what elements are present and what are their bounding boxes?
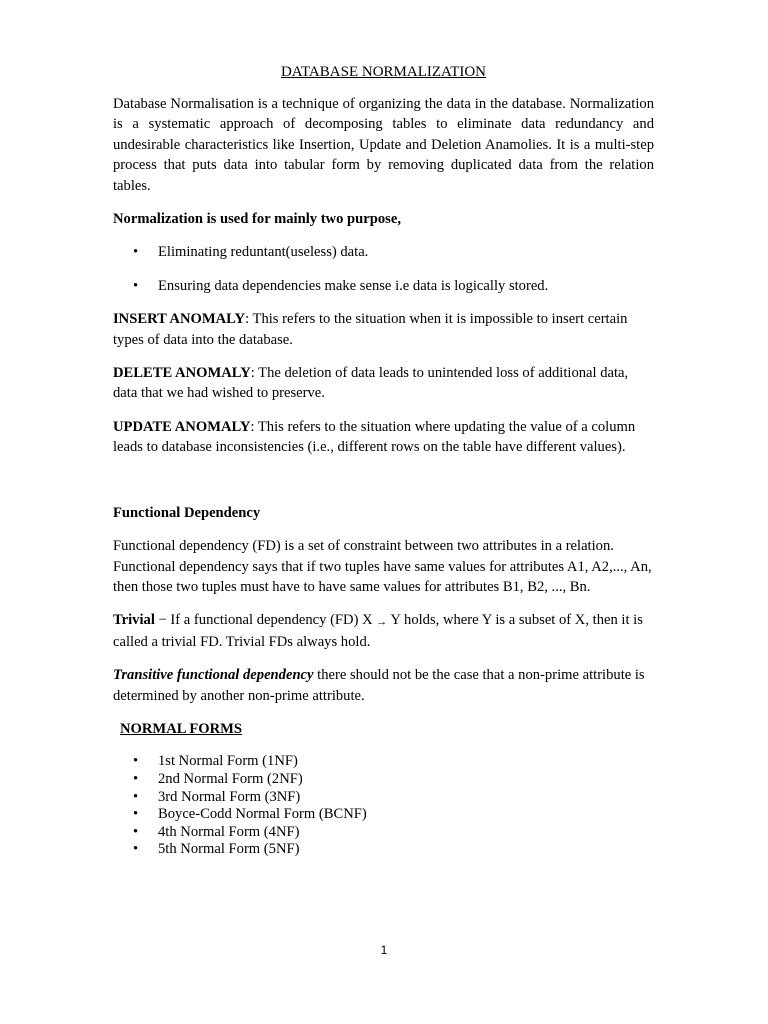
list-item: • 2nd Normal Form (2NF) <box>113 771 654 789</box>
trivial-pre: − If a functional dependency (FD) X <box>154 612 377 629</box>
anomaly-text: : This refers to the situation where updating the value of a column leads to database inconsistencies (i.e., different rows on the table have different values). <box>113 418 636 456</box>
trivial-post: Y holds, where Y is a subset of X, then it is called a trivial FD. Trivial FDs always hold. <box>113 612 643 650</box>
trivial-term: Trivial <box>113 612 155 629</box>
fd-paragraph: Functional dependency (FD) is a set of constraint between two attributes in a relation. Functional dependency says that if two tuples have same values for attributes A1, A2,..., An, then those two tuples must have to have same values for attributes B1, B2, ..., Bn. <box>113 538 652 595</box>
insert-anomaly-paragraph <box>113 309 654 350</box>
page-content <box>113 62 654 859</box>
normal-forms-list <box>113 753 654 859</box>
list-item: • Eliminating reduntant(useless) data. <box>113 242 654 262</box>
delete-anomaly-paragraph <box>113 363 654 404</box>
intro-paragraph: Database Normalisation is a technique of organizing the data in the database. Normalization is a systematic approach of decomposing tables to eliminate data redundancy and undesirable characteristics like Insertion, Update and Deletion Anamolies. It is a multi-step process that puts data into tabular form by removing duplicated data from the relation tables. <box>113 96 654 194</box>
anomaly-text: : This refers to the situation when it is impossible to insert certain types of data into the database. <box>113 311 628 348</box>
purpose-heading: Normalization is used for mainly two purpose, <box>113 211 401 228</box>
anomaly-term: UPDATE ANOMALY <box>113 418 251 435</box>
list-item: • Boyce-Codd Normal Form (BCNF) <box>113 806 654 824</box>
transitive-text: there should not be the case that a non-prime attribute is determined by another non-prime attribute. <box>113 667 645 704</box>
normal-forms-heading: NORMAL FORMS <box>120 720 243 737</box>
trivial-paragraph <box>113 610 654 652</box>
anomaly-text: : The deletion of data leads to unintended loss of additional data, data that we had wished to preserve. <box>113 365 629 402</box>
transitive-term: Transitive functional dependency <box>113 667 314 684</box>
anomaly-term: INSERT ANOMALY <box>113 311 246 328</box>
transitive-paragraph <box>113 665 654 706</box>
list-item: • 3rd Normal Form (3NF) <box>113 789 654 807</box>
purpose-list <box>113 242 654 296</box>
list-item: • 4th Normal Form (4NF) <box>113 824 654 842</box>
arrow-icon: → <box>376 616 388 629</box>
list-item: • Ensuring data dependencies make sense i.e data is logically stored. <box>113 276 654 296</box>
list-item: • 1st Normal Form (1NF) <box>113 753 654 771</box>
fd-heading: Functional Dependency <box>113 504 261 521</box>
page-number: 1 <box>380 943 388 957</box>
anomaly-term: DELETE ANOMALY <box>113 365 251 382</box>
update-anomaly-paragraph <box>113 417 654 458</box>
document-title: DATABASE NORMALIZATION <box>280 64 487 80</box>
list-item: • 5th Normal Form (5NF) <box>113 841 654 859</box>
